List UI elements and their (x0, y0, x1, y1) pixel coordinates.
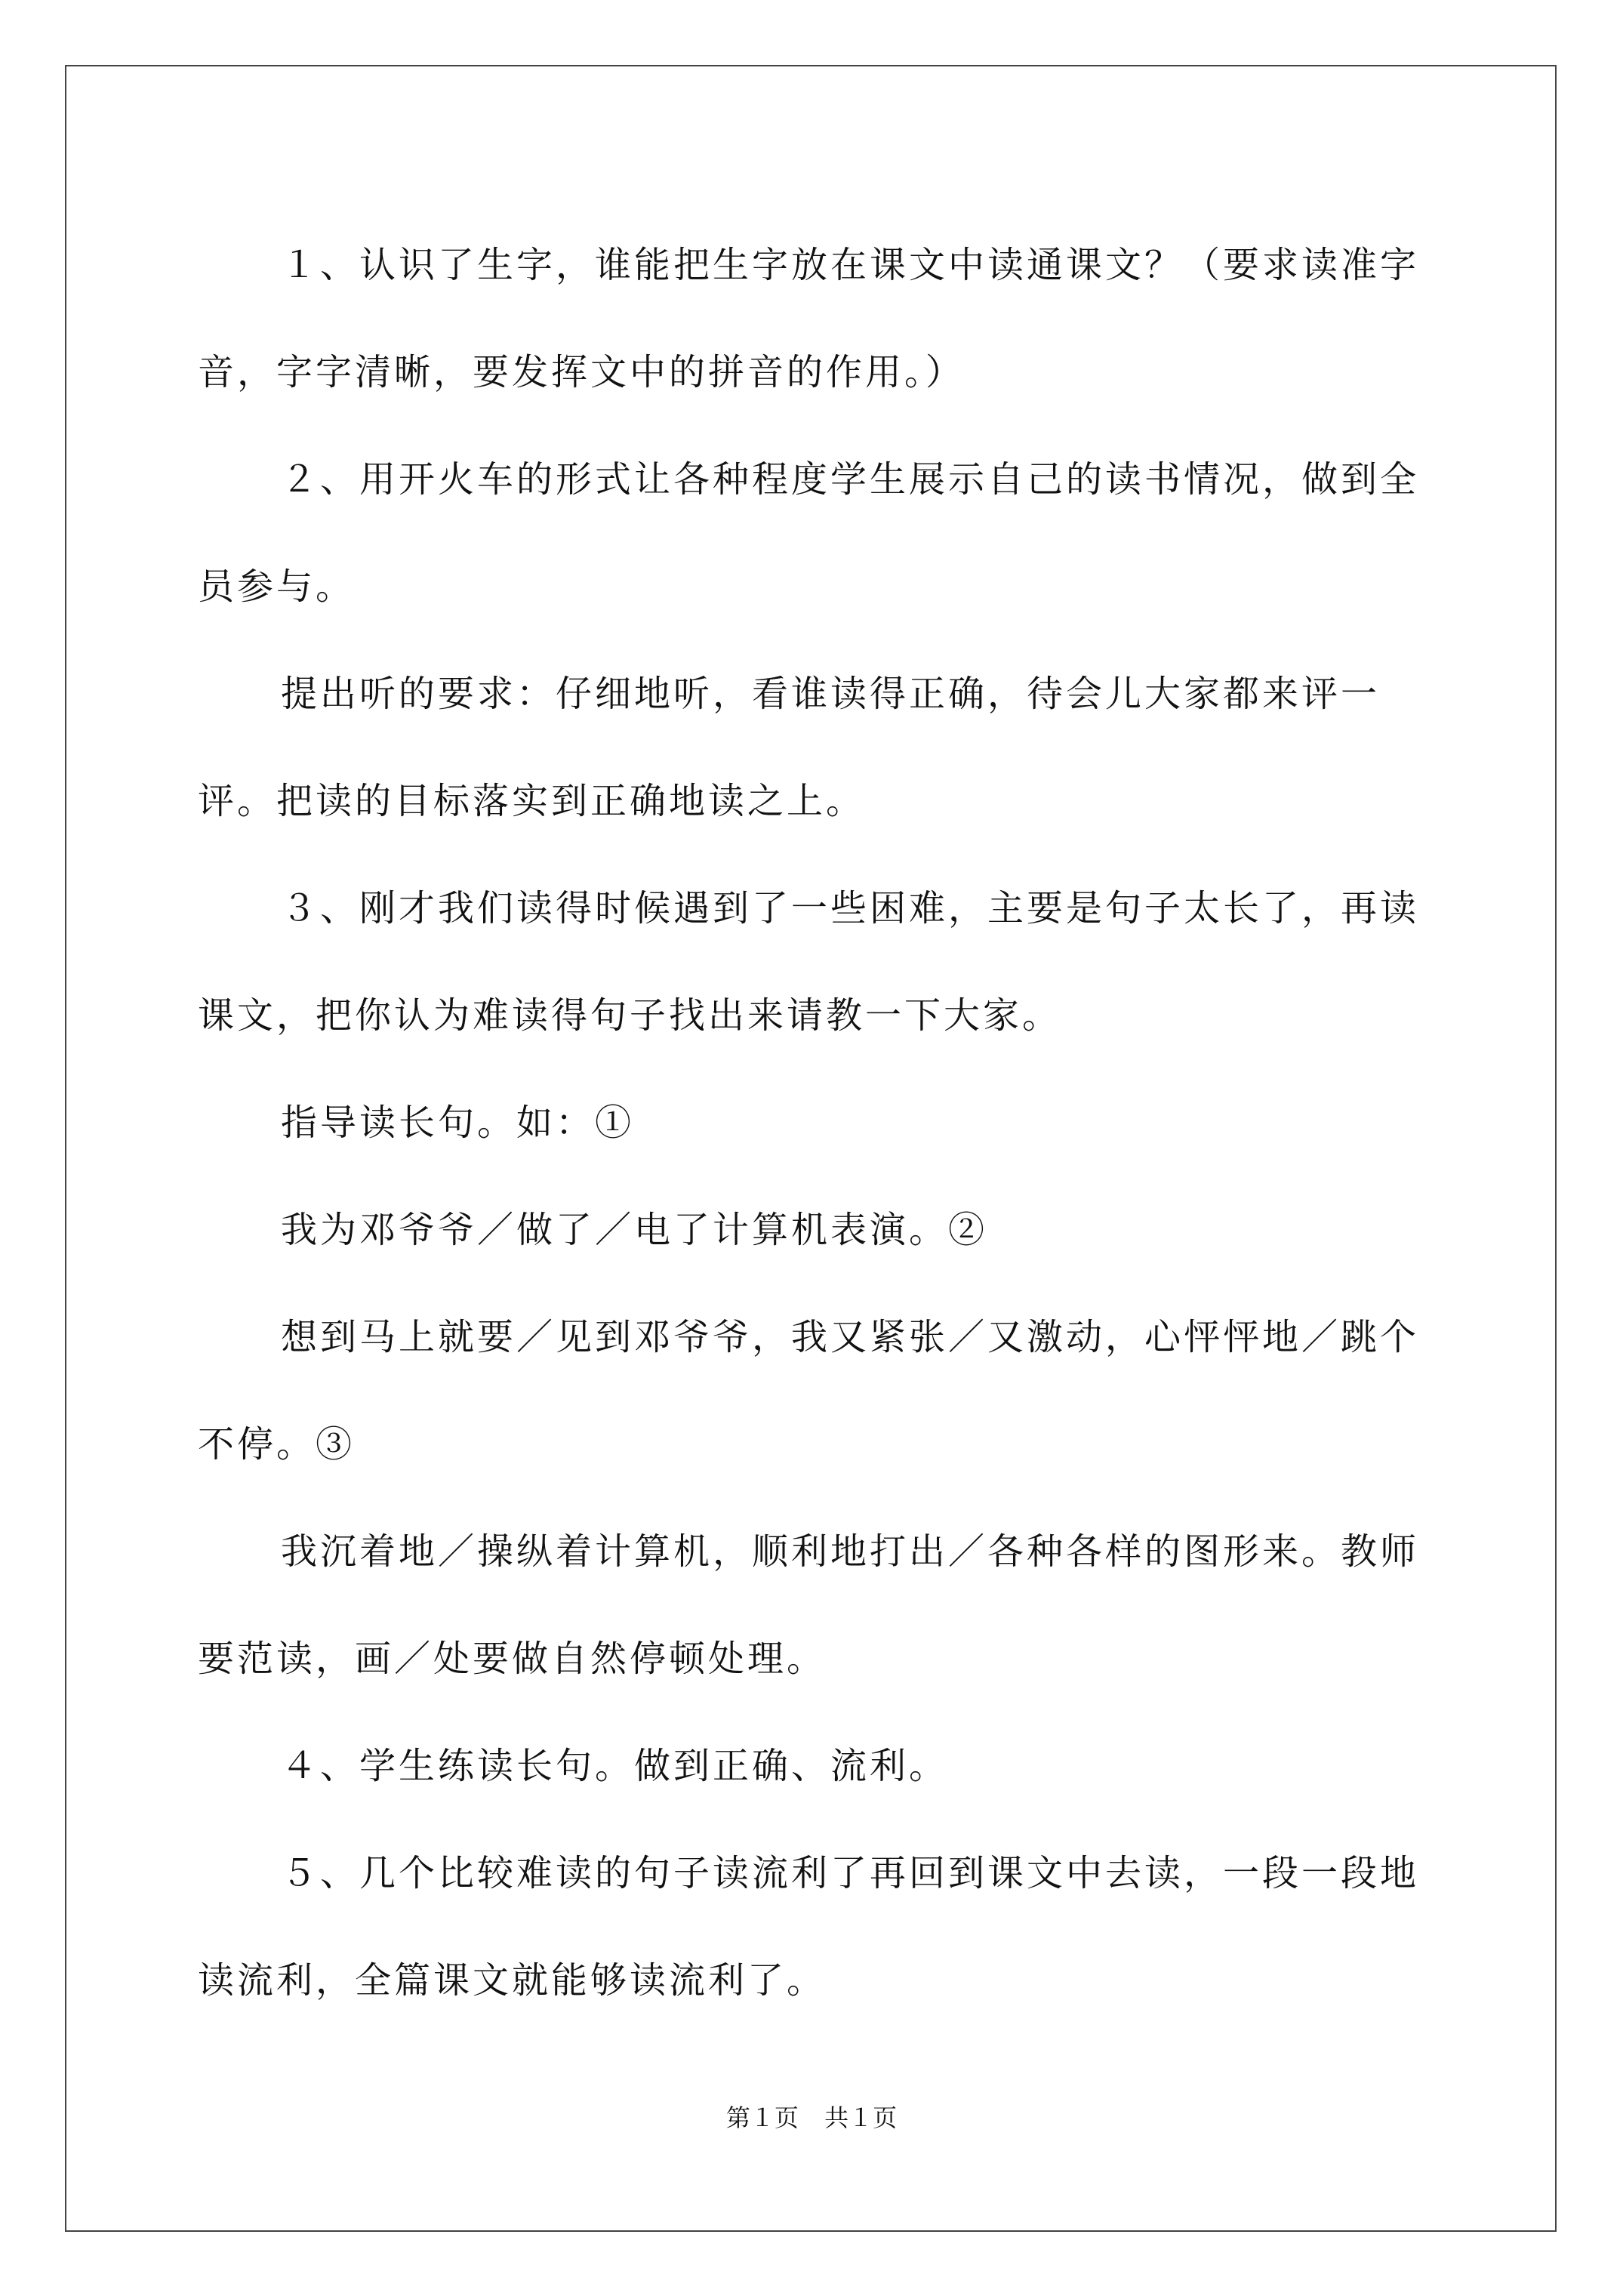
document-body (198, 211, 1430, 2034)
page-number: 第１页 (725, 2103, 799, 2132)
page-footer (0, 2099, 1623, 2134)
paragraph: １、认识了生字，谁能把生字放在课文中读通课文？（要求读准字音，字字清晰，要发挥文中的拼音的作用。） (198, 244, 1420, 393)
paragraph: ３、刚才我们读得时候遇到了一些困难，主要是句子太长了，再读课文，把你认为难读得句子找出来请教一下大家。 (198, 887, 1420, 1037)
paragraph: ２、用开火车的形式让各种程度学生展示自己的读书情况，做到全员参与。 (198, 458, 1420, 608)
page-total: 共１页 (824, 2103, 898, 2132)
paragraph: ５、几个比较难读的句子读流利了再回到课文中去读，一段一段地读流利，全篇课文就能够读流利了。 (198, 1852, 1420, 2002)
paragraph: 提出听的要求：仔细地听，看谁读得正确，待会儿大家都来评一评。把读的目标落实到正确地读之上。 (198, 673, 1381, 822)
paragraph: ４、学生练读长句。做到正确、流利。 (281, 1745, 949, 1787)
paragraph: 指导读长句。如：① (281, 1102, 635, 1144)
paragraph: 想到马上就要／见到邓爷爷，我又紧张／又激动，心怦怦地／跳个不停。③ (198, 1316, 1420, 1465)
paragraph: 我沉着地／操纵着计算机，顺利地打出／各种各样的图形来。教师要范读，画／处要做自然停顿处理。 (198, 1530, 1420, 1680)
paragraph: 我为邓爷爷／做了／电了计算机表演。② (281, 1209, 988, 1251)
